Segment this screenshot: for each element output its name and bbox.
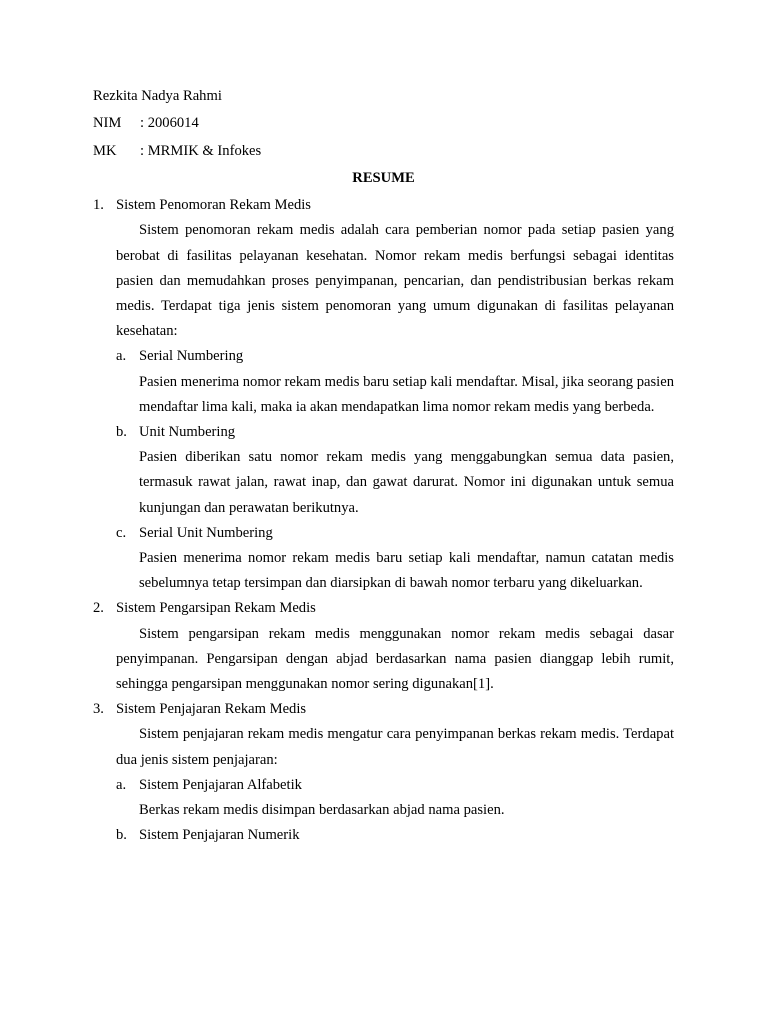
section-heading: Sistem Penjajaran Rekam Medis bbox=[116, 701, 307, 718]
list-marker: a. bbox=[116, 776, 127, 793]
mk-label: MK bbox=[93, 142, 117, 159]
list-item-body bbox=[139, 823, 674, 848]
section-body bbox=[116, 596, 674, 697]
list-item bbox=[116, 773, 674, 823]
list-item-body bbox=[139, 344, 674, 420]
section-paragraph: Sistem pengarsipan rekam medis menggunakan nomor rekam medis sebagai dasar penyimpanan. Pengarsipan dengan abjad berdasarkan nama pasien dianggap lebih rumit, sehingga pengarsipan menggunakan nomor sering digunakan[1]. bbox=[116, 625, 674, 693]
section-paragraph: Sistem penjajaran rekam medis mengatur cara penyimpanan berkas rekam medis. Terdapat dua jenis sistem penjajaran: bbox=[116, 726, 674, 768]
list-item-heading: Sistem Penjajaran Alfabetik bbox=[139, 776, 302, 793]
list-marker: c. bbox=[116, 524, 127, 541]
list-item bbox=[116, 823, 674, 848]
list-item-heading: Unit Numbering bbox=[139, 424, 236, 440]
section-body bbox=[116, 193, 674, 596]
list-item bbox=[116, 521, 674, 597]
section-number: 1. bbox=[93, 197, 104, 214]
list-item-text: Pasien menerima nomor rekam medis baru setiap kali mendaftar. Misal, jika seorang pasien mendaftar lima kali, maka ia akan mendapatkan lima nomor rekam medis yang berbeda. bbox=[139, 373, 674, 415]
list-item-heading: Serial Unit Numbering bbox=[139, 524, 273, 541]
mk-value: : MRMIK & Infokes bbox=[140, 142, 262, 159]
section-2 bbox=[93, 596, 674, 697]
section-number: 2. bbox=[93, 600, 104, 617]
list-item-body bbox=[139, 420, 674, 521]
section-heading: Sistem Penomoran Rekam Medis bbox=[116, 197, 311, 214]
list-item bbox=[116, 344, 674, 420]
list-item-text: Pasien diberikan satu nomor rekam medis yang menggabungkan semua data pasien, termasuk rawat jalan, rawat inap, dan gawat darurat. Nomor ini digunakan untuk semua kunjungan dan perawatan berikutnya. bbox=[139, 449, 674, 516]
list-item-text: Berkas rekam medis disimpan berdasarkan abjad nama pasien. bbox=[139, 802, 505, 819]
section-paragraph: Sistem penomoran rekam medis adalah cara pemberian nomor pada setiap pasien yang berobat di fasilitas pelayanan kesehatan. Nomor rekam medis berfungsi sebagai identitas pasien dan memudahkan proses penyimpanan, pencarian, dan pendistribusian berkas rekam medis. Terdapat tiga jenis sistem penomoran yang umum digunakan di fasilitas pelayanan kesehatan: bbox=[116, 222, 674, 340]
list-item bbox=[116, 420, 674, 521]
list-marker: b. bbox=[116, 827, 127, 844]
list-item-heading: Sistem Penjajaran Numerik bbox=[139, 827, 300, 844]
nim-row bbox=[93, 111, 674, 138]
list-item-heading: Serial Numbering bbox=[139, 348, 244, 365]
author-name: Rezkita Nadya Rahmi bbox=[93, 88, 222, 104]
list-item-body bbox=[139, 773, 674, 823]
list-marker: b. bbox=[116, 424, 127, 440]
section-heading: Sistem Pengarsipan Rekam Medis bbox=[116, 600, 316, 617]
document-title: RESUME bbox=[352, 170, 415, 187]
section-1 bbox=[93, 193, 674, 596]
section-body bbox=[116, 697, 674, 848]
nim-value: : 2006014 bbox=[140, 115, 199, 132]
list-item-body bbox=[139, 521, 674, 597]
section-3 bbox=[93, 697, 674, 848]
list-item-text: Pasien menerima nomor rekam medis baru setiap kali mendaftar, namun catatan medis sebelumnya tetap tersimpan dan diarsipkan di bawah nomor terbaru yang dikeluarkan. bbox=[139, 550, 674, 592]
document-content bbox=[93, 84, 674, 848]
mk-row bbox=[93, 139, 674, 166]
nim-label: NIM bbox=[93, 115, 122, 132]
list-marker: a. bbox=[116, 348, 127, 365]
section-number: 3. bbox=[93, 701, 104, 718]
